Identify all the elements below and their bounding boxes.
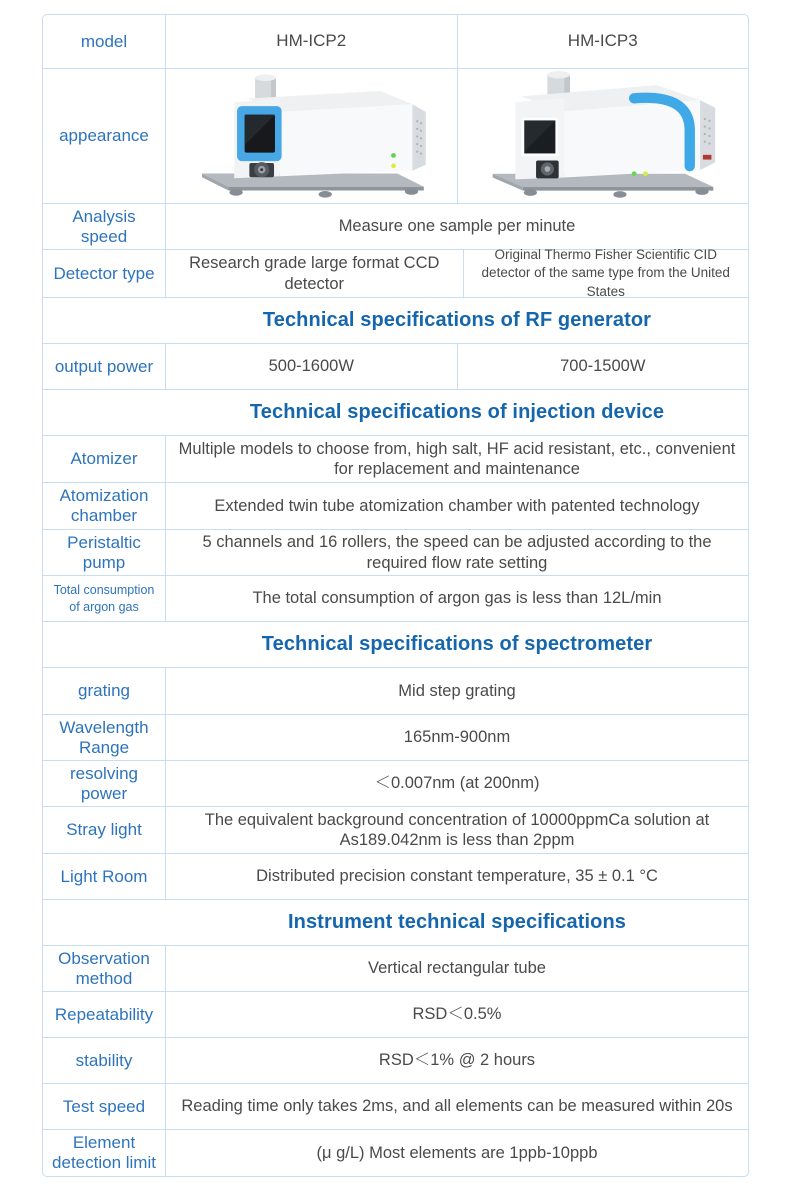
stray-light-row [43,807,748,854]
atomization-chamber-label: Atomization chamber [43,483,166,529]
observation-method-label: Observation method [43,946,166,991]
repeatability-label: Repeatability [43,992,166,1037]
resolving-power-label: resolving power [43,761,166,806]
icp3-product-image [458,69,749,203]
rf-generator-section-header [43,298,748,344]
atomization-chamber-row [43,483,748,530]
detector-type-label: Detector type [43,250,166,297]
test-speed-row [43,1084,748,1130]
icp2-product-image [166,69,458,203]
stray-light-value: The equivalent background concentration of 10000ppmCa solution at As189.042nm is less than 2ppm [204,810,710,849]
observation-method-value: Vertical rectangular tube [368,959,546,978]
model-icp3: HM-ICP3 [567,31,638,51]
atomization-chamber-value: Extended twin tube atomization chamber with patented technology [214,496,700,515]
atomizer-row [43,436,748,483]
stray-light-label: Stray light [43,807,166,853]
light-room-value: Distributed precision constant temperature, 35 ± 0.1 °C [256,867,658,886]
wavelength-range-row [43,715,748,761]
light-room-row [43,854,748,900]
stability-value: RSD＜1% @ 2 hours [378,1051,536,1070]
argon-consumption-label: Total consumption of argon gas [43,576,166,621]
output-power-icp3: 700-1500W [560,357,646,376]
instrument-section-header [43,900,748,946]
test-speed-value: Reading time only takes 2ms, and all elements can be measured within 20s [181,1097,733,1116]
appearance-label: appearance [43,69,166,203]
resolving-power-value: ＜0.007nm (at 200nm) [374,774,540,793]
icp3-instrument-illustration [465,70,741,202]
argon-consumption-value: The total consumption of argon gas is less than 12L/min [252,589,662,608]
argon-consumption-row [43,576,748,622]
analysis-speed-row [43,204,748,250]
model-icp2: HM-ICP2 [166,15,458,68]
output-power-row [43,344,748,390]
peristaltic-pump-row [43,530,748,576]
peristaltic-pump-label: Peristaltic pump [43,530,166,575]
model-row [43,15,748,69]
atomizer-value: Multiple models to choose from, high salt, HF acid resistant, etc., convenient for replacement and maintenance [178,439,736,478]
atomizer-label: Atomizer [43,436,166,482]
analysis-speed-value: Measure one sample per minute [338,217,576,236]
detector-type-icp3: Original Thermo Fisher Scientific CID detector of the same type from the United States [481,247,730,299]
element-detection-limit-value: (μ g/L) Most elements are 1ppb-10ppb [316,1143,598,1162]
appearance-row [43,69,748,204]
spectrometer-section-header [43,622,748,668]
repeatability-value: RSD＜0.5% [412,1005,502,1024]
injection-device-section-header [43,390,748,436]
light-room-label: Light Room [43,854,166,899]
stability-row [43,1038,748,1084]
element-detection-limit-label: Element detection limit [43,1130,166,1176]
grating-value: Mid step grating [398,681,516,700]
output-power-label: output power [43,344,166,389]
stability-label: stability [43,1038,166,1083]
analysis-speed-label: Analysis speed [43,204,166,249]
wavelength-range-label: Wavelength Range [43,715,166,760]
instrument-section-title: Instrument technical specifications [287,911,627,933]
output-power-icp2: 500-1600W [166,344,458,389]
detector-type-icp2: Research grade large format CCD detector [166,250,464,297]
detector-type-row [43,247,748,299]
model-label: model [43,15,166,68]
observation-method-row [43,946,748,992]
grating-label: grating [43,668,166,714]
rf-generator-section-title: Technical specifications of RF generator [262,309,652,331]
spectrometer-section-title: Technical specifications of spectrometer [261,633,653,655]
repeatability-row [43,992,748,1038]
peristaltic-pump-value: 5 channels and 16 rollers, the speed can be adjusted according to the required flow rate setting [202,533,712,572]
wavelength-range-value: 165nm-900nm [403,728,511,747]
injection-device-section-title: Technical specifications of injection device [249,401,665,423]
icp2-instrument-illustration [173,72,449,200]
grating-row [43,668,748,715]
spec-table [42,14,749,1177]
element-detection-limit-row [43,1130,748,1176]
test-speed-label: Test speed [43,1084,166,1129]
resolving-power-row [43,761,748,807]
